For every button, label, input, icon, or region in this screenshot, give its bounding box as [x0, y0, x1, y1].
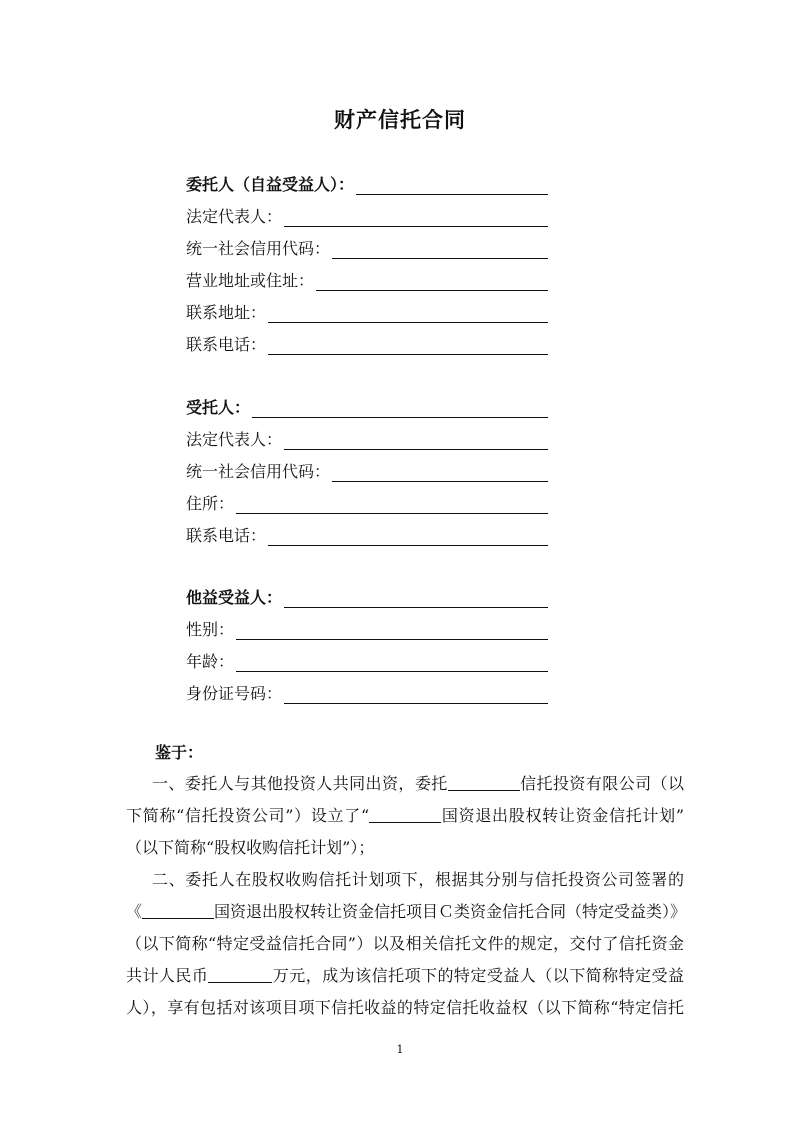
clause-two-line-2: [126, 896, 687, 928]
settlor-credit-code-label: 统一社会信用代码：: [186, 239, 331, 258]
trust-project-blank[interactable]: [142, 901, 214, 919]
trustee-credit-code-label: 统一社会信用代码：: [186, 462, 331, 481]
settlor-legal-rep-line[interactable]: [284, 209, 548, 227]
clause-one-line-2: [126, 800, 684, 832]
trust-company-blank[interactable]: [448, 773, 520, 791]
trustee-phone-line[interactable]: [268, 528, 548, 546]
beneficiary-id-field: [186, 682, 548, 704]
settlor-contact-address-line[interactable]: [268, 305, 548, 323]
trustee-legal-rep-line[interactable]: [284, 432, 548, 450]
settlor-legal-rep-field: [186, 205, 548, 227]
settlor-phone-line[interactable]: [268, 337, 548, 355]
settlor-phone-label: 联系电话：: [186, 335, 267, 354]
trustee-credit-code-line[interactable]: [332, 464, 548, 482]
settlor-address-field: [186, 269, 548, 291]
settlor-phone-field: [186, 333, 548, 355]
beneficiary-name-line[interactable]: [284, 590, 548, 608]
settlor-contact-address-field: [186, 301, 548, 323]
trust-plan-blank[interactable]: [369, 805, 441, 823]
settlor-credit-code-field: [186, 237, 548, 259]
trustee-legal-rep-label: 法定代表人：: [186, 430, 283, 449]
clause-two-line-5: 人），享有包括对该项目项下信托收益的特定信托收益权（以下简称“特定信托: [126, 998, 684, 1017]
trustee-residence-line[interactable]: [236, 496, 548, 514]
settlor-name-label: 委托人（自益受益人）：: [186, 175, 355, 194]
clause-one-text-a: 一、委托人与其他投资人共同出资，委托: [152, 774, 448, 793]
settlor-contact-address-label: 联系地址：: [186, 303, 267, 322]
trustee-credit-code-field: [186, 460, 548, 482]
beneficiary-id-line[interactable]: [284, 686, 548, 704]
beneficiary-age-label: 年龄：: [186, 652, 235, 671]
beneficiary-gender-label: 性别：: [186, 620, 235, 639]
clause-one-line-1: [126, 768, 684, 800]
clause-one: [126, 768, 684, 864]
beneficiary-age-line[interactable]: [236, 654, 548, 672]
settlor-legal-rep-label: 法定代表人：: [186, 207, 283, 226]
trustee-residence-label: 住所：: [186, 494, 235, 513]
clause-one-text-c: 下简称“信托投资公司”）设立了“: [126, 806, 370, 825]
trustee-name-field: [186, 396, 548, 418]
settlor-address-label: 营业地址或住址：: [186, 271, 315, 290]
clause-two-line-4: [126, 960, 684, 992]
beneficiary-name-field: [186, 586, 548, 608]
settlor-credit-code-line[interactable]: [332, 241, 548, 259]
trustee-phone-label: 联系电话：: [186, 526, 267, 545]
amount-blank[interactable]: [208, 965, 272, 983]
clause-one-line-3: （以下简称“股权收购信托计划”）；: [126, 838, 375, 857]
clause-one-text-b: 信托投资有限公司（以: [519, 774, 684, 793]
clause-two-text-l4b: 万元，成为该信托项下的特定受益人（以下简称特定受益: [272, 966, 684, 985]
trustee-legal-rep-field: [186, 428, 548, 450]
trustee-residence-field: [186, 492, 548, 514]
clause-one-text-d: 国资退出股权转让资金信托计划”: [441, 806, 685, 825]
clause-two-text-l2a: 《: [126, 902, 143, 921]
clause-two-line-3: （以下简称“特定受益信托合同”）以及相关信托文件的规定，交付了信托资金: [126, 934, 684, 953]
trustee-name-line[interactable]: [252, 400, 548, 418]
clause-two: [126, 864, 687, 1024]
clause-two-text-l2b: 国资退出股权转让资金信托项目Ｃ类资金信托合同（特定受益类）》: [214, 902, 687, 921]
beneficiary-name-label: 他益受益人：: [186, 588, 283, 607]
beneficiary-gender-field: [186, 618, 548, 640]
beneficiary-id-label: 身份证号码：: [186, 684, 283, 703]
beneficiary-age-field: [186, 650, 548, 672]
page-number: 1: [396, 1043, 404, 1056]
settlor-name-line[interactable]: [356, 177, 548, 195]
clause-two-line-1: 二、委托人在股权收购信托计划项下，根据其分别与信托投资公司签署的: [152, 870, 684, 889]
settlor-address-line[interactable]: [316, 273, 548, 291]
document-title: 财产信托合同: [334, 107, 466, 132]
trustee-phone-field: [186, 524, 548, 546]
beneficiary-gender-line[interactable]: [236, 622, 548, 640]
clause-two-text-l4a: 共计人民币: [126, 966, 209, 985]
whereas-heading: 鉴于：: [155, 743, 204, 762]
settlor-name-field: [186, 173, 548, 195]
trustee-name-label: 受托人：: [186, 398, 251, 417]
